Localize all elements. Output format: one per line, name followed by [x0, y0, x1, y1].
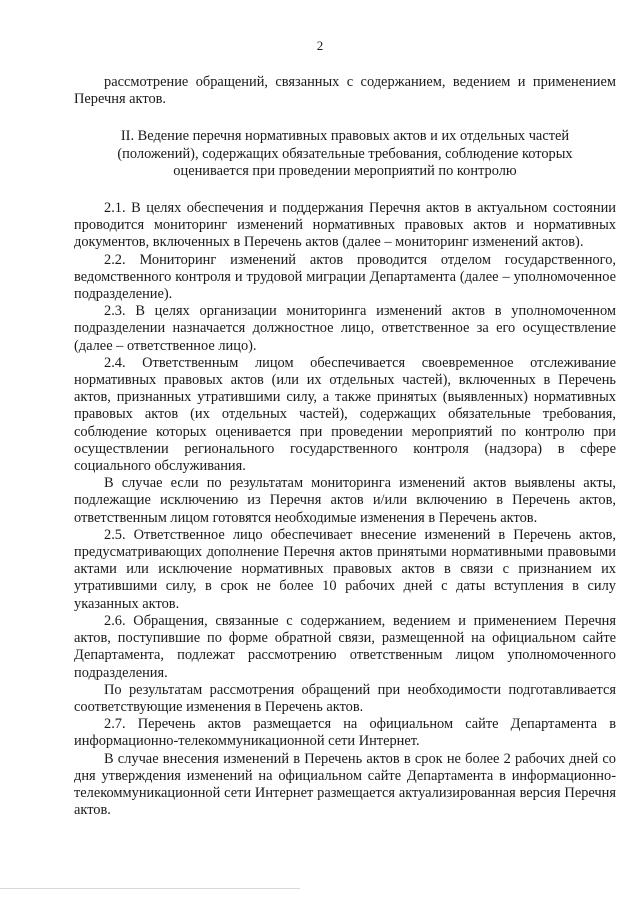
section-heading: II. Ведение перечня нормативных правовых актов и их отдельных частей (положений), содержащих обязательные требования, соблюдение которых оценивается при проведении мероприятий по контролю: [117, 128, 573, 179]
paragraph-2-1: 2.1. В целях обеспечения и поддержания Перечня актов в актуальном состоянии проводится мониторинг изменений нормативных правовых актов и нормативных документов, включенных в Перечень актов (далее – мониторинг изменений актов).: [74, 200, 616, 251]
paragraph-2-3: 2.3. В целях организации мониторинга изменений актов в уполномоченном подразделении назначается должностное лицо, ответственное за его осуществление (далее – ответственное лицо).: [74, 303, 616, 354]
paragraph-2-6-cont: По результатам рассмотрения обращений при необходимости подготавливается соответствующие изменения в Перечень актов.: [74, 681, 616, 715]
intro-paragraph: рассмотрение обращений, связанных с содержанием, ведением и применением Перечня актов.: [74, 74, 616, 108]
paragraph-2-2: 2.2. Мониторинг изменений актов проводится отделом государственного, ведомственного контроля и трудовой миграции Департамента (далее – уполномоченное подразделение).: [74, 251, 616, 303]
paragraph-2-4-cont: В случае если по результатам мониторинга изменений актов выявлены акты, подлежащие исключению из Перечня актов и/или включению в Перечень актов, ответственным лицом готовятся необходимые изменения в Перечень актов.: [74, 475, 616, 526]
paragraph-2-6: 2.6. Обращения, связанные с содержанием, ведением и применением Перечня актов, поступившие по форме обратной связи, размещенной на официальном сайте Департамента, подлежат рассмотрению ответственным лицом уполномоченного подразделения.: [74, 612, 616, 681]
page-number: 2: [316, 38, 324, 53]
paragraph-2-4: 2.4. Ответственным лицом обеспечивается своевременное отслеживание нормативных правовых актов (или их отдельных частей), включенных в Перечень актов, признанных утратившими силу, а также принятых (выявленных) нормативных правовых актов (их отдельных частей), содержащих обязательные требования, соблюдение которых оценивается при проведении мероприятий по контролю при осуществлении регионального государственного контроля (надзора) в сфере социального обслуживания.: [74, 354, 616, 475]
paragraph-2-7-cont: В случае внесения изменений в Перечень актов в срок не более 2 рабочих дней со дня утверждения изменений на официальном сайте Департамента в информационно-телекоммуникационной сети Интернет размещается актуализированная версия Перечня актов.: [74, 750, 616, 819]
bottom-divider: [0, 888, 300, 889]
paragraph-2-5: 2.5. Ответственное лицо обеспечивает внесение изменений в Перечень актов, предусматривающих дополнение Перечня актов принятыми нормативными правовыми актами или исключение нормативных правовых актов в связи с признанием их утратившими силу, в срок не более 10 рабочих дней с даты вступления в силу указанных актов.: [74, 526, 616, 612]
paragraph-2-7: 2.7. Перечень актов размещается на официальном сайте Департамента в информационно-телекоммуникационной сети Интернет.: [74, 716, 616, 750]
document-body: [74, 74, 616, 819]
